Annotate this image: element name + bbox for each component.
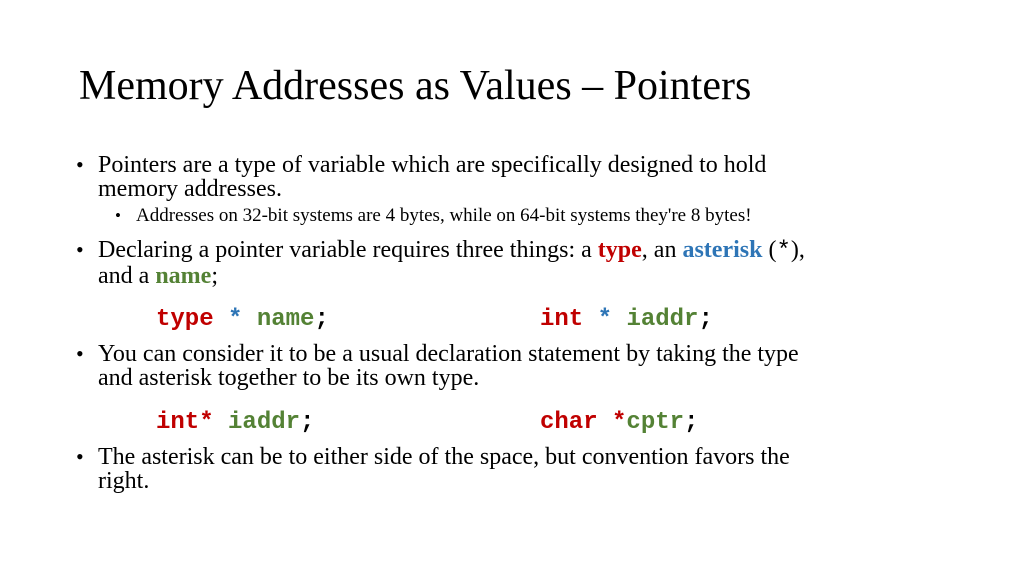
bullet-dot-icon: • [76,237,84,262]
text-fragment: and a [98,263,156,289]
code-space [612,306,626,333]
bullet-dot-icon: • [76,152,84,177]
text-fragment: ; [211,263,218,289]
code-name: cptr [626,409,685,436]
text-fragment: ), [790,237,805,263]
bullet-line [98,264,938,288]
sub-bullet-dot-icon: • [115,206,121,225]
keyword-asterisk: asterisk [682,237,763,263]
bullet-line [98,238,938,264]
code-type: int* [156,409,214,436]
code-semicolon: ; [684,409,699,436]
code-type: char [540,409,598,436]
code-char-declaration [540,409,698,437]
bullet-text [98,153,938,201]
bullet-text [98,238,938,288]
code-space [214,306,228,333]
code-space [242,306,256,333]
code-space [583,306,597,333]
bullet-text [98,342,938,390]
bullet-line: memory addresses. [98,176,282,202]
code-asterisk: * [597,306,613,333]
bullet-line: right. [98,468,150,494]
bullet-dot-icon: • [76,444,84,469]
code-semicolon: ; [698,306,713,333]
code-asterisk: * [612,409,627,436]
code-type: type [156,306,214,333]
code-int-declaration [540,306,713,334]
slide-title: Memory Addresses as Values – Pointers [79,63,752,109]
code-space [214,409,228,436]
bullet-line: You can consider it to be a usual declaration statement by taking the type [98,341,799,367]
bullet-line: and asterisk together to be its own type. [98,365,480,391]
code-name: iaddr [626,306,699,333]
code-name: name [256,306,315,333]
code-asterisk: * [228,306,243,333]
keyword-type: type [597,237,642,263]
asterisk-char: * [776,238,791,265]
bullet-line: The asterisk can be to either side of the space, but convention favors the [98,444,790,470]
keyword-name: name [155,263,212,289]
code-name: iaddr [228,409,301,436]
bullet-dot-icon: • [76,341,84,366]
bullet-text [98,445,938,493]
text-fragment: Declaring a pointer variable requires three things: a [98,237,598,263]
text-fragment: ( [762,237,777,263]
code-semicolon: ; [300,409,315,436]
code-space [598,409,612,436]
code-generic-declaration [156,306,329,334]
code-type: int [540,306,584,333]
code-int-star-declaration [156,409,314,437]
text-fragment: , an [641,237,683,263]
sub-bullet-text: Addresses on 32-bit systems are 4 bytes, while on 64-bit systems they're 8 bytes! [136,205,752,226]
bullet-line: Pointers are a type of variable which are specifically designed to hold [98,152,767,178]
code-semicolon: ; [314,306,329,333]
